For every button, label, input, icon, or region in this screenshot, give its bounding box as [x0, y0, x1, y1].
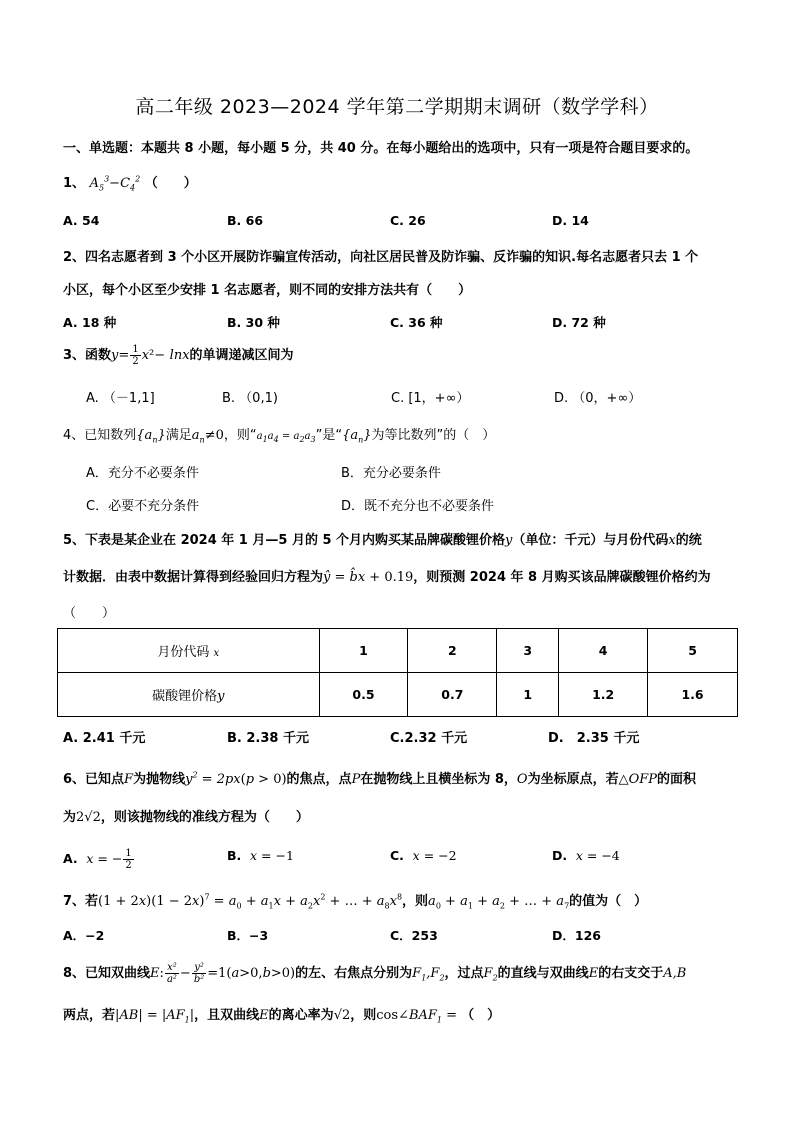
- question-5-line-2: 计数据．由表中数据计算得到经验回归方程为ŷ = b̂x + 0.19，则预测 2024 年 8 月购买该品牌碳酸锂价格约为: [63, 570, 711, 585]
- table-row: [58, 629, 738, 673]
- q6-option-d: D. x = −4: [552, 848, 620, 863]
- q3-option-c: C. [1，+∞）: [391, 391, 470, 406]
- q2-option-c: C. 36 种: [390, 315, 443, 330]
- q1-option-b: B. 66: [227, 213, 264, 228]
- question-1: 1、 $A_5^3-C_4^2$ （ ）: [63, 174, 197, 193]
- table-header-price: 碳酸锂价格y: [58, 673, 320, 717]
- table-cell: 5: [648, 629, 738, 673]
- table-cell: 2: [408, 629, 497, 673]
- question-2-line-2: 小区，每个小区至少安排 1 名志愿者，则不同的安排方法共有（ ）: [63, 283, 472, 298]
- q7-option-c: C．253: [390, 928, 438, 943]
- q5-option-d: D. 2.35 千元: [548, 731, 640, 746]
- q1-option-a: A. 54: [63, 213, 100, 228]
- q7-option-b: B．−3: [227, 928, 269, 943]
- q7-option-d: D．126: [552, 928, 601, 943]
- question-6-line-2: 为2√2，则该抛物线的准线方程为（ ）: [63, 810, 309, 825]
- q5-option-c: C.2.32 千元: [390, 731, 468, 746]
- table-cell: 4: [559, 629, 648, 673]
- q1-option-d: D. 14: [552, 213, 589, 228]
- section-instruction: 一、单选题：本题共 8 小题，每小题 5 分，共 40 分。在每小题给出的选项中，只有一项是符合题目要求的。: [63, 141, 699, 156]
- question-8-line-2: 两点，若$|AB| = |AF_1|$，且双曲线E的离心率为√2，则$\cos\angle BAF_1$ = （ ）: [63, 1008, 501, 1025]
- q4-option-a: A．充分不必要条件: [86, 466, 199, 481]
- table-cell: 1.2: [559, 673, 648, 717]
- question-8-line-1: 8、已知双曲线E: $\frac{\text{x²}}{\text{a²}}$ − $\frac{\text{y²}}{\text{b²}}$ =1(a>0,b>0)的左、右焦点分别为$F_1,F_2$，过点$F_2$的直线与双曲线E的右支交于A,B: [63, 962, 687, 985]
- table-cell: 0.7: [408, 673, 497, 717]
- q6-option-c: C. x = −2: [390, 848, 457, 863]
- table-cell: 1.6: [648, 673, 738, 717]
- q7-option-a: A．−2: [63, 928, 105, 943]
- price-table: [57, 628, 738, 717]
- q6-option-b: B. x = −1: [227, 848, 294, 863]
- q5-option-a: A. 2.41 千元: [63, 731, 146, 746]
- q3-option-d: D. （0，+∞）: [554, 391, 642, 406]
- q5-option-b: B. 2.38 千元: [227, 731, 309, 746]
- question-2-line-1: 2、四名志愿者到 3 个小区开展防诈骗宣传活动，向社区居民普及防诈骗、反诈骗的知识.每名志愿者只去 1 个: [63, 250, 699, 265]
- table-cell: 3: [497, 629, 559, 673]
- question-5-line-3: （ ）: [63, 606, 116, 621]
- table-header-month: 月份代码 x: [58, 629, 320, 673]
- q3-option-a: A. （－1,1]: [86, 391, 155, 406]
- q2-option-a: A. 18 种: [63, 315, 117, 330]
- question-5-line-1: 5、下表是某企业在 2024 年 1 月—5 月的 5 个月内购买某品牌碳酸锂价格y（单位：千元）与月份代码x的统: [63, 533, 702, 548]
- table-row: [58, 673, 738, 717]
- table-cell: 1: [497, 673, 559, 717]
- q2-option-d: D. 72 种: [552, 315, 606, 330]
- question-3: 3、函数y= $\frac{1}{2}$ x²− lnx的单调递减区间为: [63, 344, 294, 367]
- math-expression: $A_5^3$: [89, 174, 110, 193]
- question-4: 4、已知数列$\{a_n\}$满足$a_n\ne 0$，则“$a_1a_4 = a_2a_3$”是“$\{a_n\}$为等比数列”的（ ）: [63, 428, 496, 445]
- question-6-line-1: 6、已知点F为抛物线$y^2 = 2px(p > 0)$的焦点，点P在抛物线上且横坐标为 8，O为坐标原点，若△OFP的面积: [63, 770, 697, 787]
- q4-option-d: D．既不充分也不必要条件: [341, 499, 495, 514]
- q3-option-b: B. （0,1): [222, 391, 278, 406]
- q1-option-c: C. 26: [390, 213, 426, 228]
- q6-option-a: A. x = − $\frac{1}{2}$: [63, 848, 132, 871]
- q4-option-b: B．充分必要条件: [341, 466, 441, 481]
- q2-option-b: B. 30 种: [227, 315, 280, 330]
- table-cell: 1: [319, 629, 408, 673]
- table-cell: 0.5: [319, 673, 408, 717]
- q4-option-c: C．必要不充分条件: [86, 499, 200, 514]
- page-title: 高二年级 2023—2024 学年第二学期期末调研（数学学科）: [135, 96, 659, 118]
- question-7: 7、若$(1 + 2x)(1 - 2x)^7 = a_0 + a_1x + a_2x^2$ + … + $a_8x^8$，则$a_0 + a_1 + a_2$ + … + $a_7$的值为（ ）: [63, 892, 648, 911]
